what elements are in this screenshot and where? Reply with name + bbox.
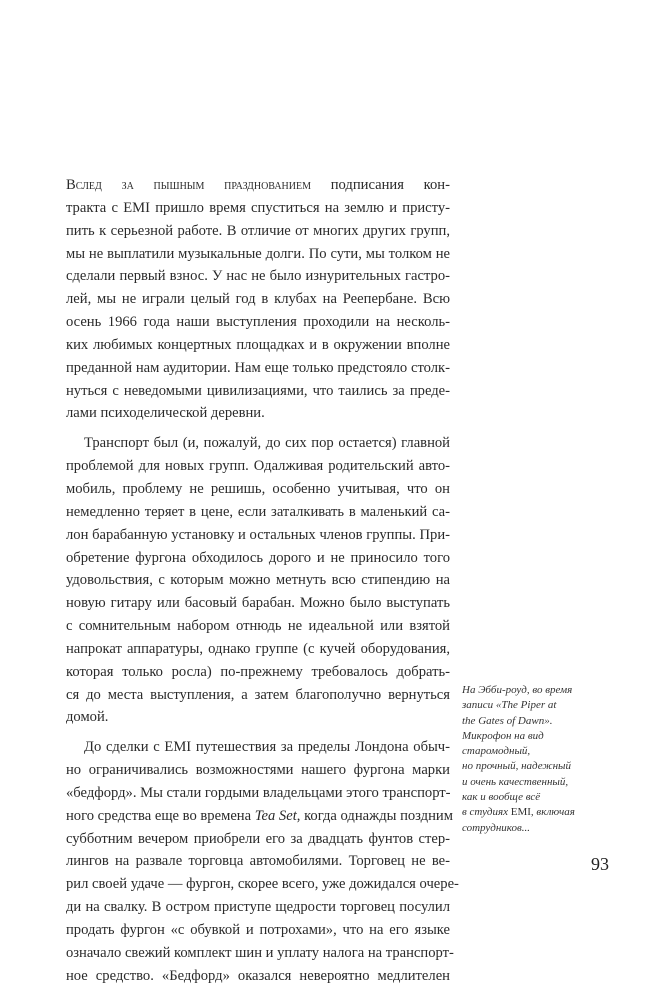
- caption-line: записи «The Piper at: [462, 699, 557, 712]
- text-line: удовольствия, с которым можно метнуть всю стипендию на: [66, 572, 450, 589]
- text-line: «бедфорд». Мы стали гордыми владельцами этого транспорт-: [66, 784, 451, 801]
- text-line: лами психоделической деревни.: [66, 405, 265, 422]
- text-line: лон барабанную установку и остальных членов группы. При-: [66, 526, 450, 543]
- text-line: напрокат аппаратуры, однако группе (с кучей оборудования,: [66, 640, 450, 657]
- paragraph-gap: [66, 425, 450, 432]
- caption-line: старомодный,: [462, 745, 531, 758]
- text-line: обретение фургона обходилось дорого и не приносило того: [66, 549, 450, 566]
- text-line: [66, 174, 450, 197]
- text-line: мы не выплатили музыкальные долги. По сути, мы толком не: [66, 245, 450, 262]
- caption-line: Микрофон на вид: [462, 729, 544, 742]
- text-line: проблемой для новых групп. Одалживая родительский авто-: [66, 458, 450, 475]
- text-line: рил своей удаче — фургон, скорее всего, уже дожидался очере-: [66, 876, 459, 893]
- text-line: домой.: [66, 709, 109, 726]
- caption-emi: EMI: [510, 806, 531, 819]
- text-line: Транспорт был (и, пожалуй, до сих пор остается) главной: [84, 435, 450, 452]
- caption-line: сотрудников...: [462, 821, 531, 834]
- photo-caption: [462, 683, 592, 836]
- paragraph-gap: [66, 729, 450, 736]
- caption-line: как и вообще всё: [462, 791, 541, 804]
- lead-in-smallcaps: Вслед за пышным празднованием: [66, 177, 311, 193]
- text-line: нуться с неведомыми цивилизациями, что таились за преде-: [66, 382, 450, 399]
- main-text: [66, 174, 459, 988]
- text-line: ких любимых концертных площадках и в окружении вполне: [66, 336, 450, 353]
- text-line: лей, мы не играли целый год в клубах на Реепербане. Всю: [66, 291, 450, 308]
- text-line: пить к серьезной работе. В отличие от многих других групп,: [66, 222, 450, 239]
- text-line: ся до места выступления, а затем благополучно вернуться: [66, 686, 450, 703]
- text-line: сделали первый взнос. У нас не было изнурительных гастро-: [66, 268, 450, 285]
- text-line: тракта с EMI пришло время спуститься на землю и присту-: [66, 199, 450, 216]
- lead-in-rest: подписания кон-: [330, 177, 450, 193]
- text-line: ди на свалку. В остром приступе щедрости торговец посулил: [66, 899, 450, 916]
- text-line: преданной нам аудитории. Нам еще только предстояло столк-: [66, 359, 450, 376]
- text-line: ного средства еще во времена Tea Set, когда однажды поздним: [66, 807, 453, 824]
- text-line: означало свежий комплект шин и уплату налога на транспорт-: [66, 944, 454, 961]
- page-number: 93: [591, 854, 609, 874]
- text-line: мобиль, проблему не решишь, особенно учитывая, что он: [66, 480, 450, 497]
- text-line: новую гитару или басовый барабан. Можно было выступать: [66, 595, 450, 612]
- text-line: ное средство. «Бедфорд» оказался невероятно медлителен: [66, 967, 450, 984]
- text-line: субботним вечером приобрели его за двадцать фунтов стер-: [66, 830, 450, 847]
- text-line: лингов на развале торговца автомобилями. Торговец не ве-: [66, 853, 450, 870]
- text-line: продать фургон «с обувкой и потрохами», что на его языке: [66, 922, 450, 938]
- paragraph-2: [66, 432, 450, 729]
- paragraph-1: [66, 174, 450, 425]
- text-line: но ограничивались возможностями нашего фургона марки: [66, 762, 450, 779]
- caption-line: в студиях EMI, включая: [462, 806, 575, 819]
- caption-line: но прочный, надежный: [462, 760, 571, 773]
- text-line: До сделки с EMI путешествия за пределы Лондона обыч-: [84, 739, 450, 756]
- caption-line: На Эбби-роуд, во время: [462, 684, 573, 696]
- paragraph-3: [66, 736, 459, 987]
- caption-line: и очень качественный,: [462, 775, 569, 788]
- text-line: которая только росла) по-прежнему требовалось добрать-: [66, 663, 450, 680]
- text-line: с сомнительным набором отнюдь не идеальной или взятой: [66, 618, 450, 635]
- text-line: осень 1966 года наши выступления проходили на несколь-: [66, 314, 450, 331]
- band-name-italic: Tea Set: [254, 807, 297, 824]
- caption-line: the Gates of Dawn».: [462, 714, 553, 727]
- text-line: немедленно теряет в цене, если заталкивать в маленький са-: [66, 503, 450, 520]
